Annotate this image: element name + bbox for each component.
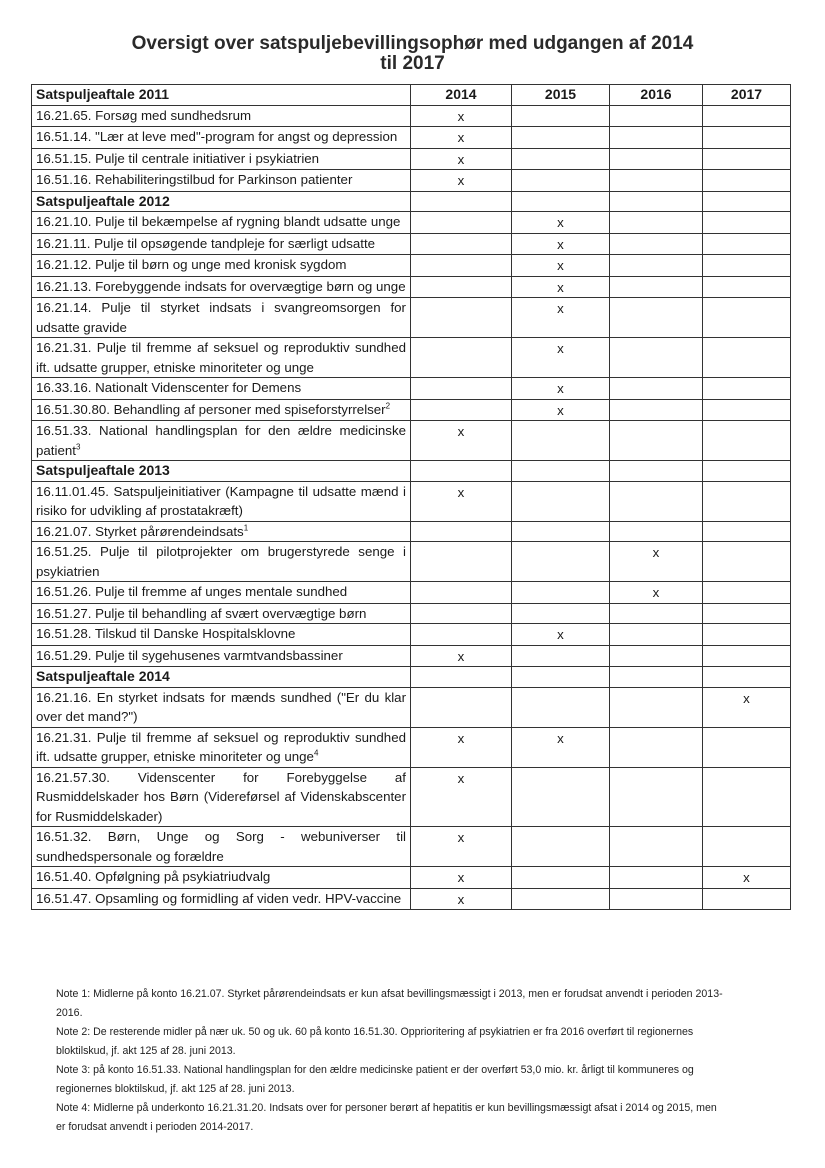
mark-cell-2016 [610,481,703,521]
section-empty-cell [411,667,512,688]
column-header-2017: 2017 [703,85,791,106]
mark-cell-2014: x [411,421,512,461]
mark-cell-2014 [411,521,512,542]
table-row [32,276,791,298]
row-description [32,827,411,867]
mark-cell-2017 [703,727,791,767]
mark-cell-2014: x [411,481,512,521]
mark-cell-2015 [512,170,610,192]
mark-cell-2017 [703,481,791,521]
table-row [32,481,791,521]
overview-table [31,84,791,910]
mark-cell-2015: x [512,727,610,767]
mark-cell-2017 [703,827,791,867]
mark-cell-2016 [610,421,703,461]
row-text: 16.21.57.30. Videnscenter for Forebyggelse af Rusmiddelskader hos Børn (Videreførsel af Videnskabscenter for Rusmiddelskader) [36,769,406,824]
table-row [32,148,791,170]
section-empty-cell [610,461,703,482]
table-row [32,298,791,338]
row-text: 16.21.07. Styrket pårørendeindsats [36,523,244,539]
mark-cell-2017 [703,170,791,192]
row-text: 16.21.14. Pulje til styrket indsats i svangreomsorgen for udsatte gravide [36,300,406,335]
row-text: 16.51.40. Opfølgning på psykiatriudvalg [36,869,271,884]
row-text: 16.51.14. "Lær at leve med"-program for angst og depression [36,129,398,144]
mark-cell-2017 [703,255,791,277]
table-row [32,727,791,767]
table-row [32,888,791,910]
mark-cell-2014 [411,276,512,298]
mark-cell-2014: x [411,148,512,170]
table-row [32,582,791,604]
footnote-2: Note 2: De resterende midler på nær uk. 50 og uk. 60 på konto 16.51.30. Opprioritering af psykiatrien er fra 2016 overført til regionernes bloktilskud, jf. akt 125 af 28. juni 2013. [56,1026,694,1057]
mark-cell-2015 [512,148,610,170]
mark-cell-2016 [610,148,703,170]
row-description [32,338,411,378]
mark-cell-2016 [610,521,703,542]
mark-cell-2014: x [411,727,512,767]
mark-cell-2014 [411,582,512,604]
footnote-marker: 4 [313,748,319,758]
mark-cell-2017 [703,582,791,604]
column-header-2014: 2014 [411,85,512,106]
row-text: 16.21.12. Pulje til børn og unge med kronisk sygdom [36,257,347,272]
mark-cell-2017: x [703,687,791,727]
mark-cell-2015 [512,603,610,624]
table-row [32,378,791,400]
mark-cell-2015: x [512,233,610,255]
mark-cell-2016 [610,170,703,192]
section-heading: Satspuljeaftale 2013 [32,461,411,482]
mark-cell-2015 [512,767,610,827]
row-text: 16.21.65. Forsøg med sundhedsrum [36,107,252,123]
title-line-1: Oversigt over satspuljebevillingsophør med udgangen af 2014 [131,33,694,54]
mark-cell-2014: x [411,105,512,127]
footnote-marker: 1 [243,523,249,533]
table-row [32,624,791,646]
section-header-row [32,667,791,688]
row-text: 16.21.13. Forebyggende indsats for overvægtige børn og unge [36,278,406,294]
mark-cell-2017 [703,148,791,170]
section-empty-cell [703,461,791,482]
mark-cell-2014 [411,542,512,582]
table-row [32,127,791,149]
table-row [32,687,791,727]
mark-cell-2015: x [512,276,610,298]
section-header-row [32,85,791,106]
mark-cell-2016 [610,888,703,910]
mark-cell-2015: x [512,338,610,378]
mark-cell-2016 [610,276,703,298]
mark-cell-2015 [512,421,610,461]
mark-cell-2015 [512,105,610,127]
mark-cell-2014 [411,687,512,727]
mark-cell-2016 [610,127,703,149]
table-row [32,521,791,542]
row-description [32,481,411,521]
mark-cell-2015 [512,542,610,582]
mark-cell-2015: x [512,624,610,646]
table-row [32,170,791,192]
section-empty-cell [610,191,703,212]
table-row [32,338,791,378]
mark-cell-2014: x [411,867,512,889]
mark-cell-2015: x [512,399,610,421]
mark-cell-2016 [610,867,703,889]
footnote-4: Note 4: Midlerne på underkonto 16.21.31.20. Indsats over for personer berørt af hepatitis er kun bevillingsmæssigt afsat i 2014 og 2015, men er forudsat anvendt i perioden 2014-2017. [56,1102,717,1133]
section-heading: Satspuljeaftale 2014 [32,667,411,688]
section-empty-cell [703,191,791,212]
mark-cell-2014 [411,624,512,646]
mark-cell-2015 [512,827,610,867]
section-empty-cell [411,461,512,482]
row-text: 16.51.28. Tilskud til Danske Hospitalsklovne [36,626,296,641]
mark-cell-2016 [610,338,703,378]
mark-cell-2014: x [411,888,512,910]
row-description [32,727,411,767]
row-description [32,212,411,234]
section-heading: Satspuljeaftale 2012 [32,191,411,212]
mark-cell-2014: x [411,170,512,192]
mark-cell-2014 [411,255,512,277]
row-description [32,867,411,889]
table-row [32,827,791,867]
row-text: 16.51.25. Pulje til pilotprojekter om brugerstyrede senge i psykiatrien [36,544,406,579]
mark-cell-2016 [610,624,703,646]
mark-cell-2017 [703,338,791,378]
mark-cell-2015 [512,867,610,889]
row-text: 16.21.31. Pulje til fremme af seksuel og reproduktiv sundhed ift. udsatte grupper, etniske minoriteter og unge [36,340,406,375]
mark-cell-2016 [610,687,703,727]
row-description [32,127,411,149]
mark-cell-2015 [512,127,610,149]
table-row [32,233,791,255]
row-text: 16.51.33. National handlingsplan for den ældre medicinske patient [36,423,406,458]
table-row [32,105,791,127]
mark-cell-2015: x [512,298,610,338]
row-description [32,888,411,910]
row-description [32,421,411,461]
mark-cell-2016 [610,233,703,255]
mark-cell-2017 [703,276,791,298]
row-description [32,105,411,127]
row-description [32,687,411,727]
row-description [32,624,411,646]
mark-cell-2016 [610,255,703,277]
row-text: 16.21.31. Pulje til fremme af seksuel og reproduktiv sundhed ift. udsatte grupper, etniske minoriteter og unge [36,729,406,764]
section-empty-cell [610,667,703,688]
mark-cell-2015: x [512,212,610,234]
mark-cell-2014 [411,233,512,255]
section-empty-cell [512,667,610,688]
table-row [32,645,791,667]
mark-cell-2014 [411,378,512,400]
mark-cell-2017 [703,127,791,149]
table-row [32,255,791,277]
mark-cell-2015 [512,645,610,667]
mark-cell-2017 [703,421,791,461]
row-text: 16.51.47. Opsamling og formidling af viden vedr. HPV-vaccine [36,890,402,906]
mark-cell-2017 [703,105,791,127]
mark-cell-2015: x [512,378,610,400]
mark-cell-2014 [411,338,512,378]
mark-cell-2014: x [411,645,512,667]
mark-cell-2016 [610,827,703,867]
mark-cell-2016 [610,378,703,400]
mark-cell-2016 [610,645,703,667]
row-text: 16.51.32. Børn, Unge og Sorg - webuniverser til sundhedspersonale og forældre [36,829,406,864]
mark-cell-2017 [703,378,791,400]
mark-cell-2017 [703,767,791,827]
column-header-2016: 2016 [610,85,703,106]
mark-cell-2015 [512,582,610,604]
mark-cell-2016 [610,399,703,421]
row-description [32,399,411,421]
mark-cell-2017 [703,645,791,667]
row-text: 16.51.16. Rehabiliteringstilbud for Parkinson patienter [36,172,353,187]
mark-cell-2014 [411,212,512,234]
mark-cell-2016 [610,727,703,767]
mark-cell-2014: x [411,827,512,867]
mark-cell-2014 [411,399,512,421]
mark-cell-2017 [703,521,791,542]
mark-cell-2017 [703,603,791,624]
row-description [32,521,411,542]
mark-cell-2016 [610,298,703,338]
row-description [32,378,411,400]
table-row [32,867,791,889]
row-description [32,603,411,624]
mark-cell-2015: x [512,255,610,277]
footnote-marker: 3 [75,442,81,452]
section-empty-cell [411,191,512,212]
mark-cell-2016 [610,212,703,234]
row-text: 16.51.15. Pulje til centrale initiativer i psykiatrien [36,150,320,166]
mark-cell-2014: x [411,127,512,149]
section-empty-cell [512,461,610,482]
row-text: 16.51.27. Pulje til behandling af svært overvægtige børn [36,605,367,621]
section-empty-cell [703,667,791,688]
mark-cell-2017 [703,399,791,421]
footnote-3: Note 3: på konto 16.51.33. National handlingsplan for den ældre medicinske patient er der overført 53,0 mio. kr. årligt til kommuneres og regionernes bloktilskud, jf. akt 125 af 28. juni 2013. [56,1064,694,1095]
mark-cell-2017 [703,233,791,255]
page-title [0,34,825,74]
row-text: 16.33.16. Nationalt Videnscenter for Demens [36,380,302,395]
section-header-row [32,191,791,212]
footnotes [56,985,724,1137]
row-text: 16.21.10. Pulje til bekæmpelse af rygning blandt udsatte unge [36,214,401,229]
table-row [32,212,791,234]
row-description [32,255,411,277]
row-description [32,148,411,170]
table-row [32,399,791,421]
footnote-marker: 2 [385,401,391,411]
row-text: 16.51.26. Pulje til fremme af unges mentale sundhed [36,584,348,599]
mark-cell-2015 [512,481,610,521]
mark-cell-2016: x [610,542,703,582]
row-description [32,542,411,582]
mark-cell-2017: x [703,867,791,889]
row-description [32,298,411,338]
mark-cell-2016 [610,603,703,624]
mark-cell-2017 [703,298,791,338]
mark-cell-2014 [411,298,512,338]
row-description [32,767,411,827]
table-row [32,421,791,461]
mark-cell-2015 [512,687,610,727]
mark-cell-2016: x [610,582,703,604]
mark-cell-2016 [610,105,703,127]
row-text: 16.21.11. Pulje til opsøgende tandpleje for særligt udsatte [36,235,376,251]
row-description [32,276,411,298]
row-description [32,233,411,255]
title-line-2: til 2017 [380,53,445,74]
table-row [32,603,791,624]
row-text: 16.21.16. En styrket indsats for mænds sundhed ("Er du klar over det mand?") [36,689,406,724]
section-heading: Satspuljeaftale 2011 [32,85,411,106]
mark-cell-2017 [703,888,791,910]
table-row [32,542,791,582]
mark-cell-2017 [703,624,791,646]
row-description [32,582,411,604]
section-header-row [32,461,791,482]
row-description [32,170,411,192]
mark-cell-2017 [703,542,791,582]
mark-cell-2014: x [411,767,512,827]
row-text: 16.51.29. Pulje til sygehusenes varmtvandsbassiner [36,647,343,663]
row-description [32,645,411,667]
row-text: 16.11.01.45. Satspuljeinitiativer (Kampagne til udsatte mænd i risiko for udvikling af prostatakræft) [36,483,406,518]
row-text: 16.51.30.80. Behandling af personer med spiseforstyrrelser [36,401,386,417]
column-header-2015: 2015 [512,85,610,106]
section-empty-cell [512,191,610,212]
footnote-1: Note 1: Midlerne på konto 16.21.07. Styrket pårørendeindsats er kun afsat bevillingsmæssigt i 2013, men er forudsat anvendt i perioden 2013-2016. [56,988,723,1019]
mark-cell-2017 [703,212,791,234]
mark-cell-2014 [411,603,512,624]
mark-cell-2016 [610,767,703,827]
mark-cell-2015 [512,888,610,910]
mark-cell-2015 [512,521,610,542]
table-row [32,767,791,827]
